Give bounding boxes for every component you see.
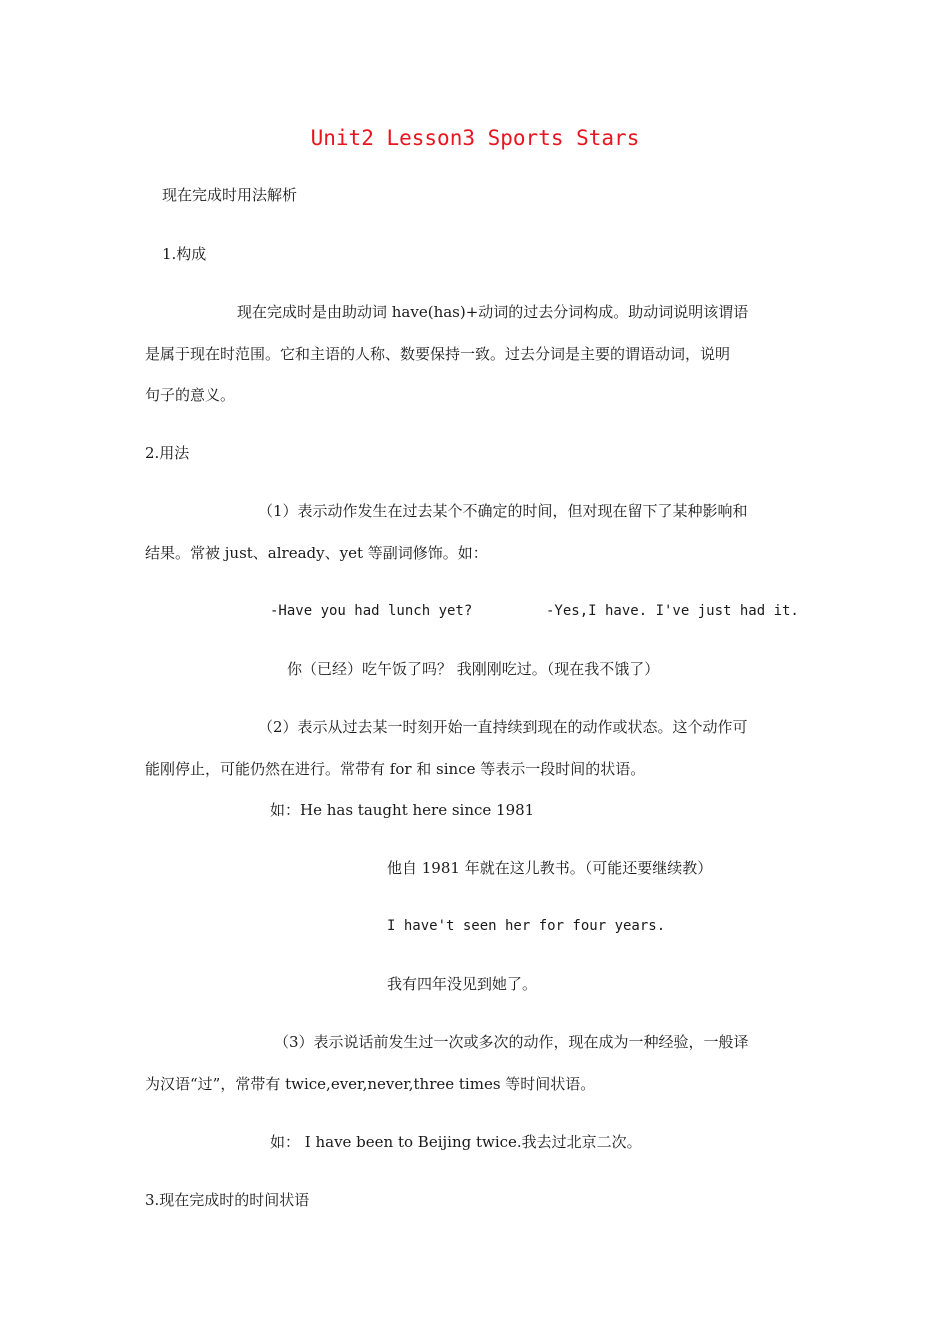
intro-heading: 现在完成时用法解析 [162,186,298,204]
example-1-question: -Have you had lunch yet? [270,603,473,619]
usage-3-line-2: 为汉语“过”，常带有 twice,ever,never,three times 等时间状语。 [145,1075,596,1093]
usage-2-line-2: 能刚停止，可能仍然在进行。常带有 for 和 since 等表示一段时间的状语。 [145,760,646,778]
example-2-translation: 他自 1981 年就在这儿教书。（可能还要继续教） [387,859,713,877]
example-4-sentence: 如： I have been to Beijing twice.我去过北京二次。 [270,1133,642,1151]
example-1-translation: 你（已经）吃午饭了吗？ 我刚刚吃过。（现在我不饿了） [287,660,660,678]
section-1-paragraph-line-1: 现在完成时是由助动词 have(has)+动词的过去分词构成。助动词说明该谓语 [237,303,749,321]
example-1-answer: -Yes,I have. I've just had it. [546,603,799,619]
usage-1-line-2: 结果。常被 just、already、yet 等副词修饰。如： [145,544,488,562]
section-1-heading: 1.构成 [162,245,207,263]
example-2-sentence: 如：He has taught here since 1981 [270,801,535,819]
usage-2-line-1: （2）表示从过去某一时刻开始一直持续到现在的动作或状态。这个动作可 [258,718,748,736]
section-3-heading: 3.现在完成时的时间状语 [145,1191,310,1209]
usage-3-line-1: （3）表示说话前发生过一次或多次的动作，现在成为一种经验，一般译 [274,1033,749,1051]
section-2-heading: 2.用法 [145,444,190,462]
usage-1-line-1: （1）表示动作发生在过去某个不确定的时间，但对现在留下了某种影响和 [258,502,748,520]
document-title: Unit2 Lesson3 Sports Stars [310,126,640,150]
example-3-translation: 我有四年没见到她了。 [387,975,538,993]
example-3-sentence: I have't seen her for four years. [387,918,666,934]
section-1-paragraph-line-2: 是属于现在时范围。它和主语的人称、数要保持一致。过去分词是主要的谓语动词，说明 [145,345,731,363]
section-1-paragraph-line-3: 句子的意义。 [145,386,236,404]
